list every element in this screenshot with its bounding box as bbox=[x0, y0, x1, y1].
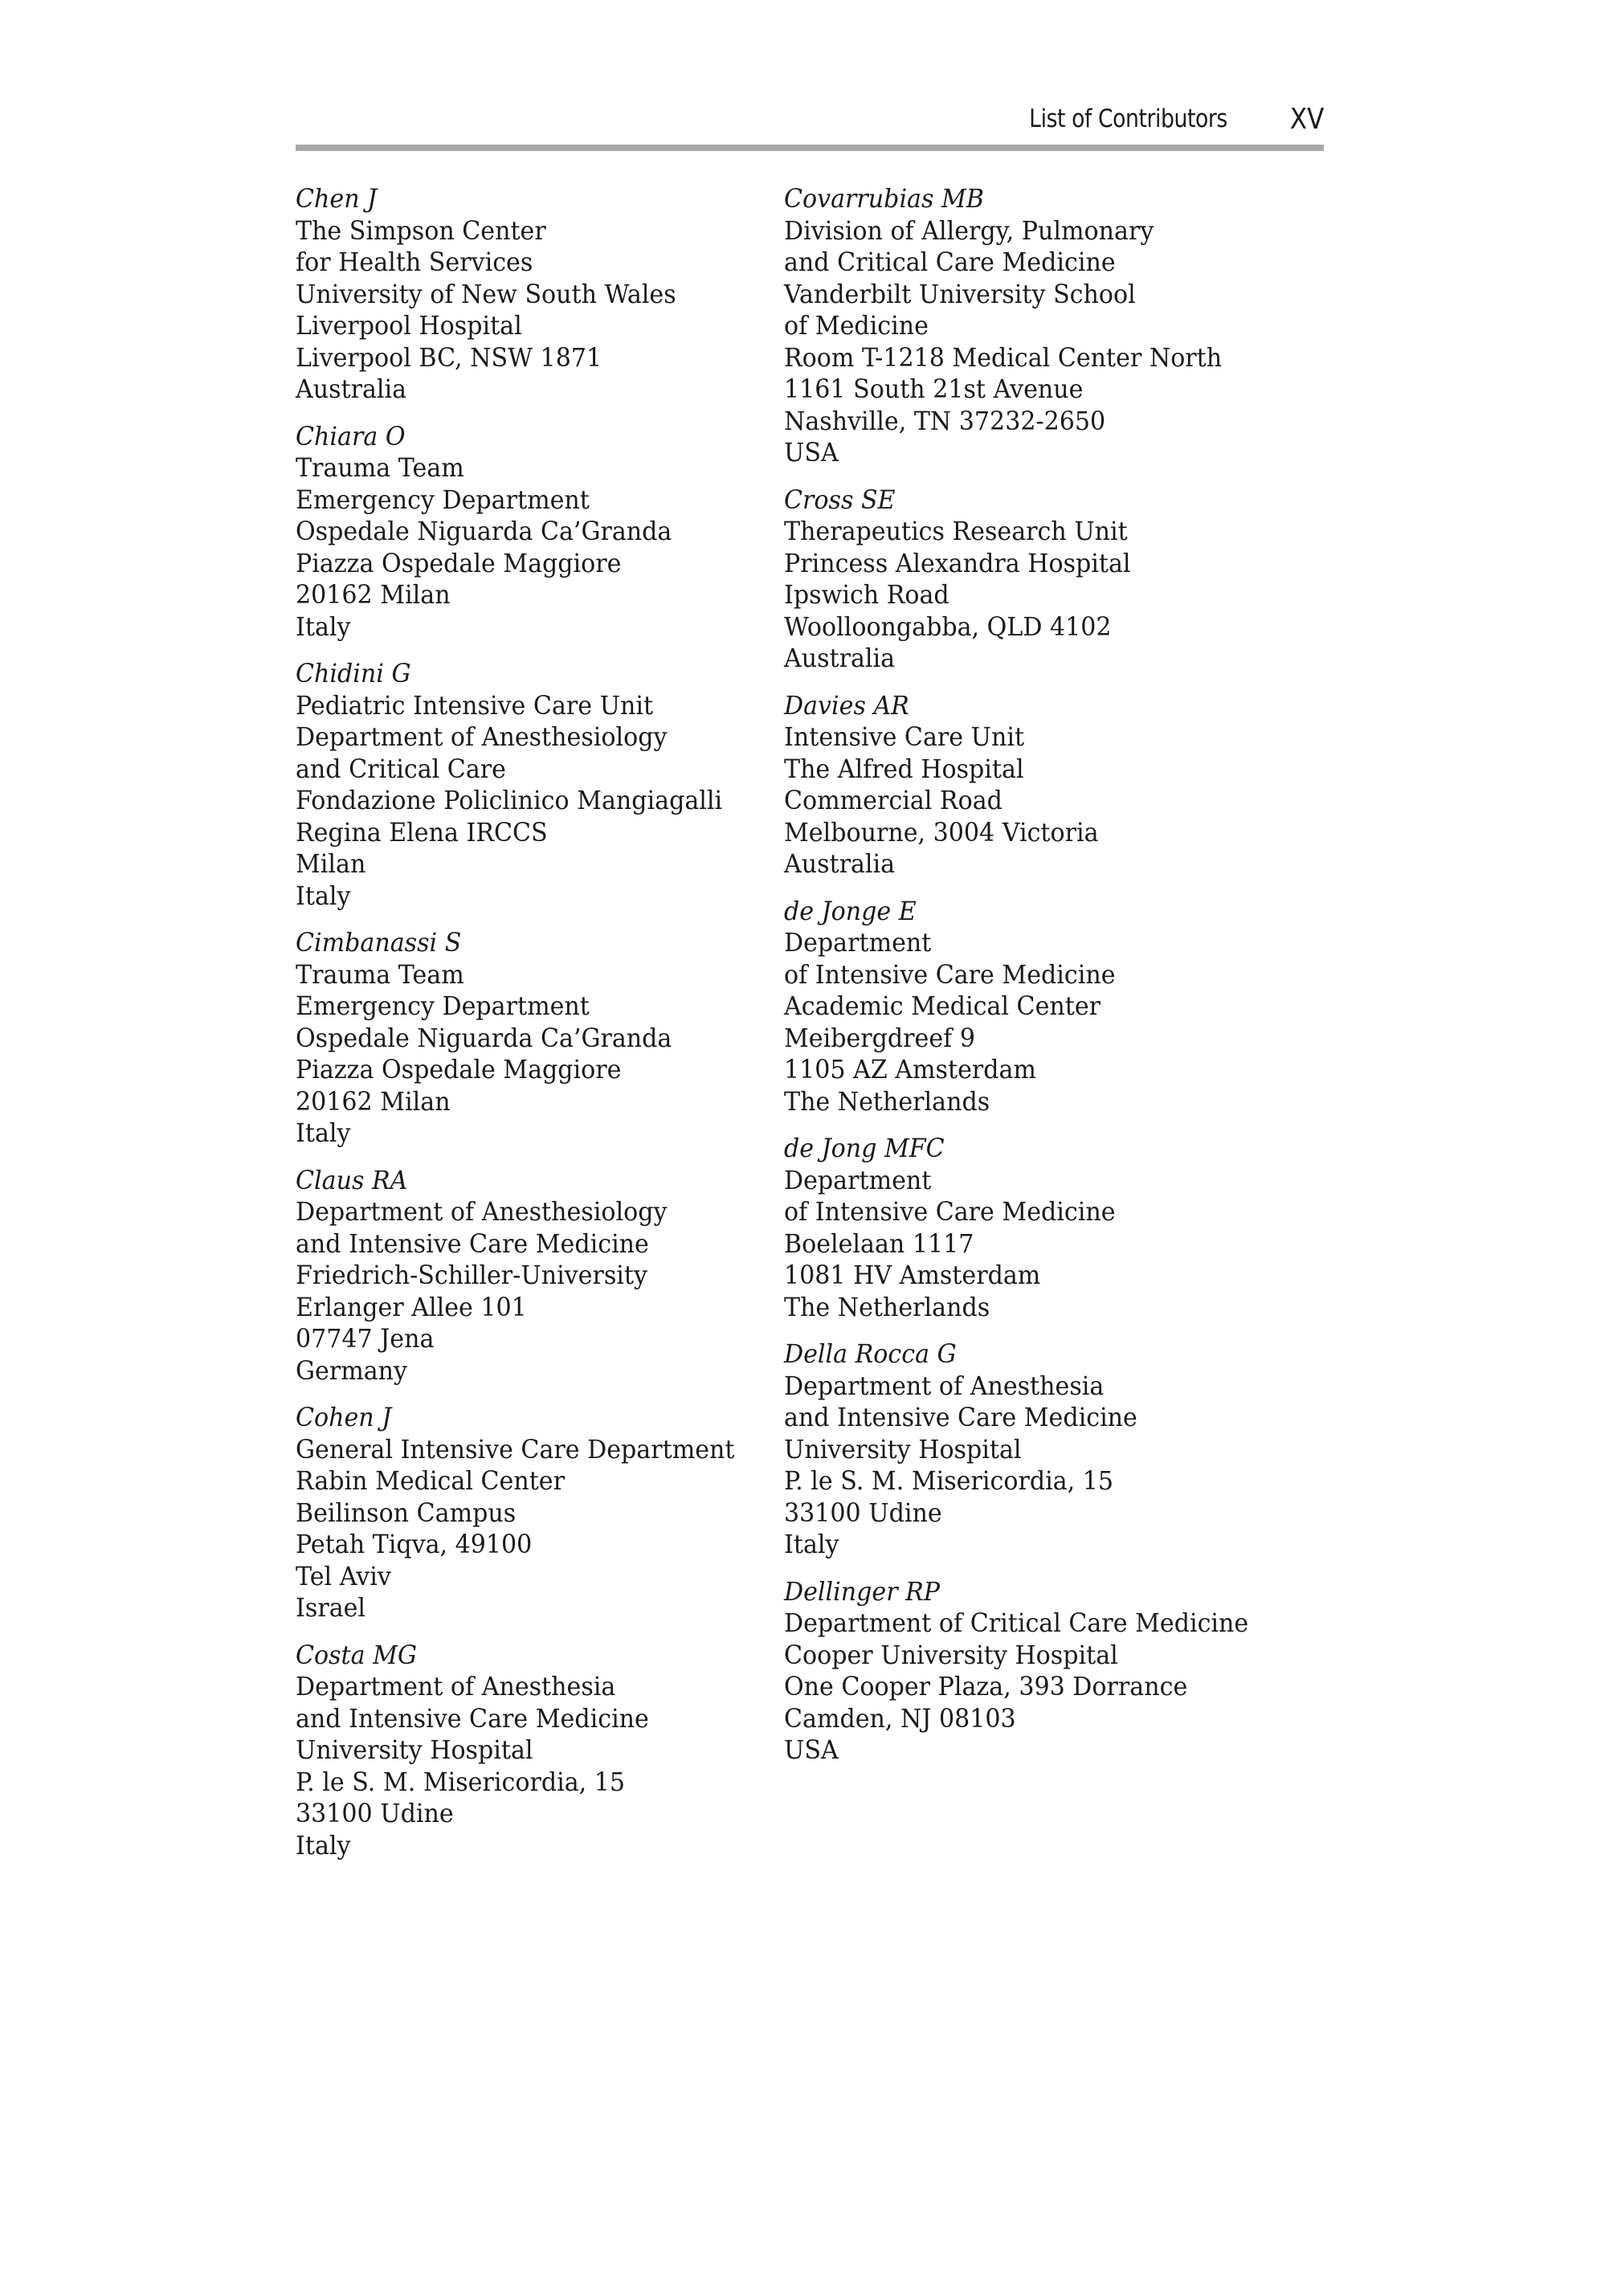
address-line: 07747 Jena bbox=[296, 1323, 435, 1354]
address-line: Piazza Ospedale Maggiore bbox=[296, 547, 622, 578]
contributor-name: Cohen J bbox=[296, 1402, 392, 1432]
contributor-name: Chiara O bbox=[296, 420, 406, 451]
contributor-entry bbox=[784, 1133, 1237, 1323]
address-line: Intensive Care Unit bbox=[784, 721, 1025, 752]
address-line: Italy bbox=[784, 1529, 839, 1559]
contributor-entry bbox=[296, 927, 749, 1150]
address-line: Department of Anesthesia bbox=[784, 1370, 1105, 1401]
contributor-entry bbox=[784, 896, 1237, 1118]
address-line: Italy bbox=[296, 880, 351, 911]
contributors-column-left bbox=[296, 183, 749, 1877]
address-line: of Intensive Care Medicine bbox=[784, 958, 1116, 990]
address-line: Therapeutics Research Unit bbox=[784, 516, 1128, 546]
address-line: University of New South Wales bbox=[296, 278, 676, 309]
page-number: XV bbox=[1289, 103, 1324, 136]
address-line: Nashville, TN 37232-2650 bbox=[784, 405, 1106, 436]
address-line: USA bbox=[784, 437, 839, 468]
contributor-entry bbox=[784, 690, 1237, 880]
address-line: of Intensive Care Medicine bbox=[784, 1196, 1116, 1227]
address-line: Ospedale Niguarda Ca’Granda bbox=[296, 516, 672, 546]
address-line: Friedrich-Schiller-University bbox=[296, 1260, 647, 1290]
address-line: Commercial Road bbox=[784, 785, 1003, 815]
address-line: Liverpool Hospital bbox=[296, 310, 522, 341]
contributor-name: Costa MG bbox=[296, 1639, 417, 1670]
contributor-entry bbox=[296, 421, 749, 643]
address-line: P. le S. M. Misericordia, 15 bbox=[784, 1465, 1114, 1496]
address-line: Piazza Ospedale Maggiore bbox=[296, 1054, 622, 1085]
address-line: Department of Anesthesiology bbox=[296, 721, 668, 752]
address-line: Department of Anesthesiology bbox=[296, 1196, 668, 1227]
address-line: Department bbox=[784, 1164, 932, 1195]
address-line: Camden, NJ 08103 bbox=[784, 1702, 1016, 1734]
address-line: Trauma Team bbox=[296, 958, 464, 990]
contributor-entry bbox=[296, 1165, 749, 1387]
address-line: Pediatric Intensive Care Unit bbox=[296, 689, 654, 721]
address-line: 33100 Udine bbox=[784, 1497, 942, 1528]
address-line: USA bbox=[784, 1734, 839, 1765]
address-line: Rabin Medical Center bbox=[296, 1465, 565, 1496]
contributor-name: Davies AR bbox=[784, 689, 909, 721]
address-line: Meibergdreef 9 bbox=[784, 1022, 975, 1053]
address-line: for Health Services bbox=[296, 247, 533, 277]
address-line: Ospedale Niguarda Ca’Granda bbox=[296, 1022, 672, 1053]
contributor-entry bbox=[296, 1640, 749, 1862]
address-line: Academic Medical Center bbox=[784, 991, 1101, 1021]
contributor-entry bbox=[296, 1402, 749, 1624]
address-line: 1081 HV Amsterdam bbox=[784, 1260, 1041, 1290]
address-line: Department of Critical Care Medicine bbox=[784, 1608, 1249, 1638]
contributor-name: Dellinger RP bbox=[784, 1575, 941, 1607]
address-line: Woolloongabba, QLD 4102 bbox=[784, 611, 1112, 642]
running-head bbox=[296, 103, 1324, 143]
address-line: University Hospital bbox=[296, 1734, 533, 1765]
address-line: Cooper University Hospital bbox=[784, 1639, 1118, 1670]
address-line: and Intensive Care Medicine bbox=[296, 1228, 649, 1259]
address-line: Fondazione Policlinico Mangiagalli bbox=[296, 785, 723, 815]
address-line: 20162 Milan bbox=[296, 579, 451, 610]
address-line: General Intensive Care Department bbox=[296, 1433, 735, 1465]
address-line: Italy bbox=[296, 611, 351, 642]
address-line: 20162 Milan bbox=[296, 1085, 451, 1117]
address-line: Italy bbox=[296, 1117, 351, 1148]
address-line: Regina Elena IRCCS bbox=[296, 816, 548, 848]
header-rule bbox=[296, 145, 1324, 151]
contributor-name: Covarrubias MB bbox=[784, 183, 984, 214]
address-line: The Alfred Hospital bbox=[784, 753, 1024, 784]
address-line: Milan bbox=[296, 848, 366, 879]
address-line: Division of Allergy, Pulmonary bbox=[784, 214, 1154, 246]
address-line: Petah Tiqva, 49100 bbox=[296, 1529, 533, 1559]
address-line: 33100 Udine bbox=[296, 1798, 454, 1828]
address-line: One Cooper Plaza, 393 Dorrance bbox=[784, 1671, 1188, 1702]
address-line: Vanderbilt University School bbox=[784, 278, 1136, 309]
address-line: Melbourne, 3004 Victoria bbox=[784, 816, 1099, 848]
address-line: Australia bbox=[296, 374, 407, 404]
contributor-entry bbox=[784, 1575, 1249, 1767]
address-line: Ipswich Road bbox=[784, 579, 949, 610]
contributor-name: Cross SE bbox=[784, 484, 896, 515]
address-line: Trauma Team bbox=[296, 452, 464, 483]
address-line: Tel Aviv bbox=[296, 1560, 391, 1591]
address-line: Department bbox=[784, 927, 932, 958]
address-line: and Intensive Care Medicine bbox=[784, 1402, 1137, 1432]
contributor-name: Claus RA bbox=[296, 1164, 408, 1195]
address-line: The Simpson Center bbox=[296, 214, 546, 246]
address-line: Australia bbox=[784, 848, 896, 879]
address-line: of Medicine bbox=[784, 310, 929, 341]
contributor-name: de Jonge E bbox=[784, 895, 917, 926]
address-line: Emergency Department bbox=[296, 991, 590, 1021]
address-line: and Critical Care bbox=[296, 753, 506, 784]
address-line: P. le S. M. Misericordia, 15 bbox=[296, 1766, 626, 1797]
address-line: Room T-1218 Medical Center North bbox=[784, 341, 1223, 373]
contributor-name: Chen J bbox=[296, 183, 378, 214]
address-line: Department of Anesthesia bbox=[296, 1671, 616, 1702]
contributor-entry bbox=[784, 484, 1237, 675]
contributor-entry bbox=[784, 183, 1237, 469]
address-line: and Intensive Care Medicine bbox=[296, 1702, 649, 1734]
running-title: List of Contributors bbox=[1029, 104, 1227, 133]
address-line: Beilinson Campus bbox=[296, 1497, 517, 1528]
address-line: Erlanger Allee 101 bbox=[296, 1291, 527, 1322]
address-line: The Netherlands bbox=[784, 1291, 990, 1322]
contributor-entry bbox=[784, 1338, 1237, 1561]
address-line: Australia bbox=[784, 643, 896, 673]
contributor-name: Cimbanassi S bbox=[296, 927, 462, 958]
contributor-name: Chidini G bbox=[296, 658, 411, 688]
contributor-entry bbox=[296, 658, 749, 912]
address-line: Israel bbox=[296, 1592, 366, 1623]
address-line: 1161 South 21st Avenue bbox=[784, 374, 1084, 404]
contributor-entry bbox=[296, 183, 749, 406]
address-line: Boelelaan 1117 bbox=[784, 1228, 974, 1259]
contributor-name: Della Rocca G bbox=[784, 1338, 957, 1369]
address-line: University Hospital bbox=[784, 1433, 1022, 1465]
address-line: Germany bbox=[296, 1354, 408, 1386]
contributors-column-right bbox=[784, 183, 1249, 1782]
address-line: Emergency Department bbox=[296, 484, 590, 515]
contributor-name: de Jong MFC bbox=[784, 1133, 945, 1163]
address-line: Italy bbox=[296, 1829, 351, 1861]
address-line: and Critical Care Medicine bbox=[784, 247, 1116, 277]
address-line: Liverpool BC, NSW 1871 bbox=[296, 341, 602, 373]
address-line: The Netherlands bbox=[784, 1085, 990, 1117]
address-line: 1105 AZ Amsterdam bbox=[784, 1054, 1036, 1085]
address-line: Princess Alexandra Hospital bbox=[784, 547, 1131, 578]
